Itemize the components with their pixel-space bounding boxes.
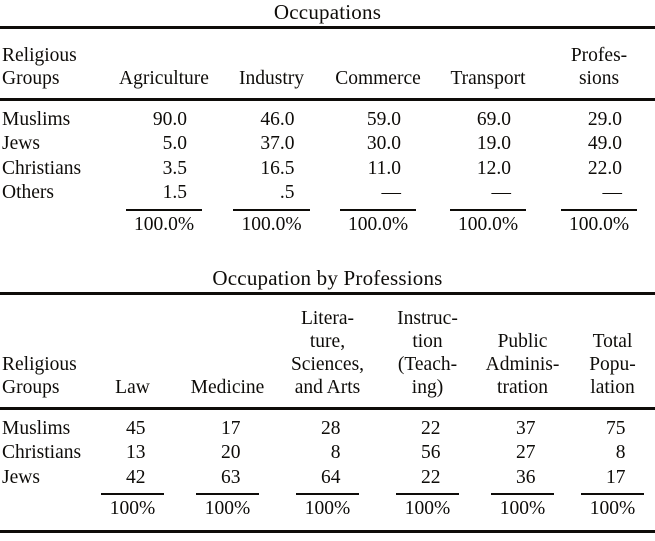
total-cell: 100% <box>85 490 180 531</box>
table-row-jews <box>0 132 655 157</box>
total-cell: 100.0% <box>543 206 655 238</box>
professions-table-title: Occupation by Professions <box>0 267 655 295</box>
totals-row <box>0 206 655 238</box>
header-label: Popu- <box>589 353 636 375</box>
table-cell: 17 <box>606 466 626 488</box>
stub-header-line: Groups <box>2 67 60 89</box>
column-header-instruction-teaching <box>380 295 475 408</box>
table-cell: 5.0 <box>162 133 187 154</box>
table-cell: 59.0 <box>366 108 401 130</box>
table-cell: 19.0 <box>476 133 511 154</box>
table-cell: 8 <box>330 442 341 463</box>
header-label: Industry <box>239 67 304 89</box>
table-cell: 28 <box>321 417 341 439</box>
column-header-law <box>85 295 180 408</box>
table-cell: 46.0 <box>260 108 295 130</box>
header-label: tion <box>412 330 443 352</box>
table-cell: 30.0 <box>366 133 401 154</box>
header-label: Agriculture <box>119 67 209 89</box>
table-cell: 16.5 <box>260 157 295 179</box>
table-row-muslims <box>0 408 655 441</box>
table-row-muslims <box>0 99 655 132</box>
column-header-medicine <box>180 295 275 408</box>
header-label: ture, <box>309 330 346 352</box>
totals-row <box>0 490 655 531</box>
table-cell: 17 <box>221 417 241 439</box>
professions-table-header <box>0 295 655 408</box>
table-cell: 27 <box>516 442 536 463</box>
occupations-table <box>0 29 655 237</box>
table-cell: 75 <box>606 417 626 439</box>
occupations-table-title: Occupations <box>0 1 655 29</box>
header-label: lation <box>590 376 635 398</box>
row-label: Jews <box>2 133 40 154</box>
column-header-industry <box>220 29 323 99</box>
stub-header-line: Religious <box>2 353 77 375</box>
table-cell: 42 <box>126 466 146 488</box>
table-cell: 69.0 <box>476 108 511 130</box>
table-cell: 13 <box>126 442 146 463</box>
total-cell: 100.0% <box>220 206 323 238</box>
stub-header-religious-groups <box>0 29 108 99</box>
table-cell: 29.0 <box>587 108 622 130</box>
header-label: tration <box>497 376 548 398</box>
table-cell-empty <box>0 490 85 531</box>
table-cell: 36 <box>516 466 536 488</box>
occupations-table-body <box>0 99 655 237</box>
column-header-transport <box>433 29 543 99</box>
total-cell: 100.0% <box>323 206 433 238</box>
header-label: sions <box>578 67 620 89</box>
table-cell: — <box>491 182 511 203</box>
table-cell: 90.0 <box>152 108 187 130</box>
header-label: Profes- <box>570 44 628 66</box>
header-label: Instruc- <box>397 307 458 329</box>
table-cell: 22 <box>421 417 441 439</box>
header-label: Adminis- <box>485 353 560 375</box>
column-header-literature-sciences-arts <box>275 295 380 408</box>
table-row-jews <box>0 466 655 491</box>
row-label: Muslims <box>2 417 71 439</box>
table-cell: 37 <box>516 417 536 439</box>
total-cell: 100% <box>475 490 570 531</box>
row-label: Christians <box>2 157 82 179</box>
header-label: Transport <box>450 67 526 89</box>
table-cell: 22.0 <box>587 157 622 179</box>
table-cell: 20 <box>221 442 241 463</box>
table-cell: 63 <box>221 466 241 488</box>
total-cell: 100.0% <box>433 206 543 238</box>
row-label: Muslims <box>2 108 71 130</box>
header-label: ing) <box>411 376 444 398</box>
header-row <box>0 295 655 408</box>
header-label: Total <box>592 330 633 352</box>
stub-header-religious-groups <box>0 295 85 408</box>
header-label: Law <box>115 376 150 398</box>
table-cell: 37.0 <box>260 133 295 154</box>
stub-header-line: Religious <box>2 44 77 66</box>
column-header-agriculture <box>108 29 220 99</box>
table-cell-empty <box>0 206 108 238</box>
header-label: and Arts <box>294 376 361 398</box>
stub-header-line: Groups <box>2 376 60 398</box>
table-cell: .5 <box>279 182 295 203</box>
total-cell: 100% <box>570 490 655 531</box>
professions-table <box>0 295 655 533</box>
table-row-others <box>0 181 655 206</box>
row-label: Christians <box>2 442 82 463</box>
table-row-christians <box>0 441 655 466</box>
header-label: Medicine <box>190 376 265 398</box>
table-cell: 64 <box>321 466 341 488</box>
header-label: (Teach- <box>397 353 458 375</box>
total-cell: 100% <box>275 490 380 531</box>
row-label: Jews <box>2 466 40 488</box>
total-cell: 100% <box>180 490 275 531</box>
total-cell: 100% <box>380 490 475 531</box>
header-row <box>0 29 655 99</box>
column-header-professions <box>543 29 655 99</box>
header-label: Sciences, <box>290 353 365 375</box>
row-label: Others <box>2 182 54 203</box>
table-cell: 12.0 <box>476 157 511 179</box>
table-cell: 1.5 <box>162 182 187 203</box>
professions-table-body <box>0 408 655 531</box>
table-cell: 3.5 <box>162 157 187 179</box>
header-label: Litera- <box>300 307 355 329</box>
table-cell: 49.0 <box>587 133 622 154</box>
table-cell: 56 <box>421 442 441 463</box>
table-cell: 45 <box>126 417 146 439</box>
occupations-table-header <box>0 29 655 99</box>
header-label: Commerce <box>335 67 421 89</box>
table-cell: 11.0 <box>367 157 401 179</box>
table-cell: 22 <box>421 466 441 488</box>
table-cell: — <box>602 182 622 203</box>
total-cell: 100.0% <box>108 206 220 238</box>
table-row-christians <box>0 157 655 182</box>
column-header-public-administration <box>475 295 570 408</box>
table-cell: 8 <box>615 442 626 463</box>
column-header-commerce <box>323 29 433 99</box>
table-cell: — <box>381 182 401 203</box>
header-label: Public <box>497 330 548 352</box>
column-header-total-population <box>570 295 655 408</box>
